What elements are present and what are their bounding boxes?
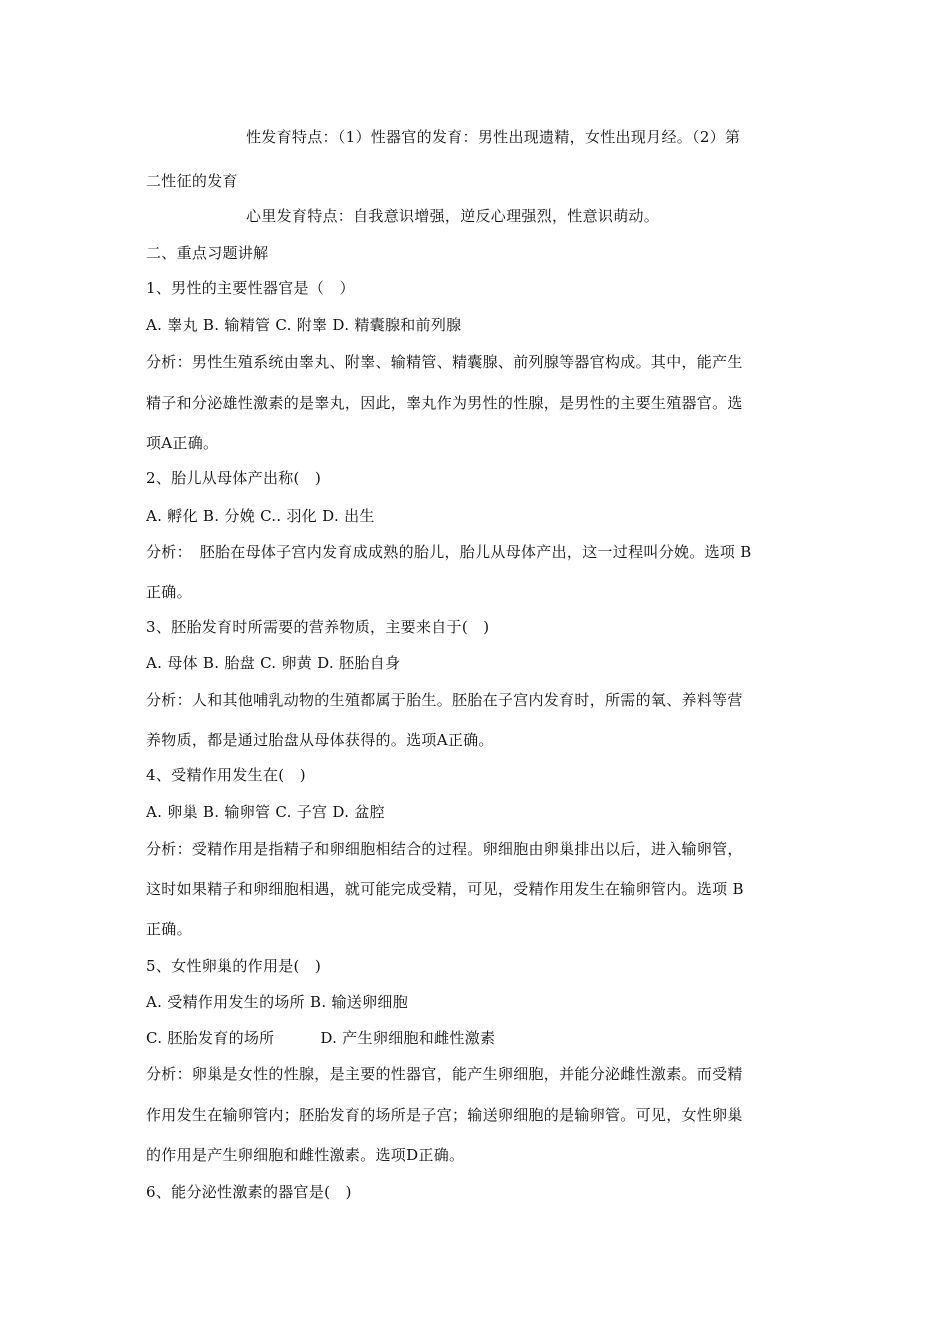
question-options: A. 孵化 B. 分娩 C.. 羽化 D. 出生	[146, 507, 375, 525]
analysis-line: 养物质，都是通过胎盘从母体获得的。选项A正确。	[146, 731, 494, 749]
intro-sex-development-line1: 性发育特点：（1）性器官的发育：男性出现遗精，女性出现月经。（2）第	[246, 128, 741, 146]
analysis-line: 分析：卵巢是女性的性腺，是主要的性器官，能产生卵细胞，并能分泌雌性激素。而受精	[146, 1065, 743, 1083]
analysis-line: 分析：男性生殖系统由睾丸、附睾、输精管、精囊腺、前列腺等器官构成。其中，能产生	[146, 353, 743, 371]
analysis-line: 作用发生在输卵管内；胚胎发育的场所是子宫；输送卵细胞的是输卵管。可见，女性卵巢	[146, 1106, 743, 1124]
question-stem: 5、女性卵巢的作用是( )	[146, 957, 322, 975]
analysis-line: 分析：人和其他哺乳动物的生殖都属于胎生。胚胎在子宫内发育时，所需的氧、养料等营	[146, 691, 743, 709]
question-options: A. 卵巢 B. 输卵管 C. 子宫 D. 盆腔	[146, 803, 385, 821]
question-stem: 2、胎儿从母体产出称( )	[146, 469, 322, 487]
question-stem: 3、胚胎发育时所需要的营养物质，主要来自于( )	[146, 618, 490, 636]
analysis-line: 分析： 胚胎在母体子宫内发育成成熟的胎儿，胎儿从母体产出，这一过程叫分娩。选项 B	[146, 543, 752, 561]
analysis-line: 正确。	[146, 583, 192, 601]
question-options: C. 胚胎发育的场所 D. 产生卵细胞和雌性激素	[146, 1029, 496, 1047]
analysis-line: 项A正确。	[146, 434, 219, 452]
analysis-line: 正确。	[146, 920, 192, 938]
analysis-line: 精子和分泌雄性激素的是睾丸，因此，睾丸作为男性的性腺，是男性的主要生殖器官。选	[146, 394, 743, 412]
question-stem: 4、受精作用发生在( )	[146, 766, 306, 784]
question-stem: 1、男性的主要性器官是（ ）	[146, 279, 355, 297]
analysis-line: 分析：受精作用是指精子和卵细胞相结合的过程。卵细胞由卵巢排出以后，进入输卵管，	[146, 840, 743, 858]
analysis-line: 这时如果精子和卵细胞相遇，就可能完成受精，可见，受精作用发生在输卵管内。选项 B	[146, 880, 744, 898]
section-title: 二、重点习题讲解	[146, 244, 269, 262]
question-options: A. 母体 B. 胎盘 C. 卵黄 D. 胚胎自身	[146, 654, 401, 672]
question-options: A. 睾丸 B. 输精管 C. 附睾 D. 精囊腺和前列腺	[146, 316, 462, 334]
analysis-line: 的作用是产生卵细胞和雌性激素。选项D正确。	[146, 1146, 465, 1164]
question-options: A. 受精作用发生的场所 B. 输送卵细胞	[146, 993, 408, 1011]
intro-sex-development-line2: 二性征的发育	[146, 172, 238, 190]
question-stem: 6、能分泌性激素的器官是( )	[146, 1183, 352, 1201]
intro-psych-development: 心里发育特点：自我意识增强，逆反心理强烈，性意识萌动。	[246, 207, 660, 225]
